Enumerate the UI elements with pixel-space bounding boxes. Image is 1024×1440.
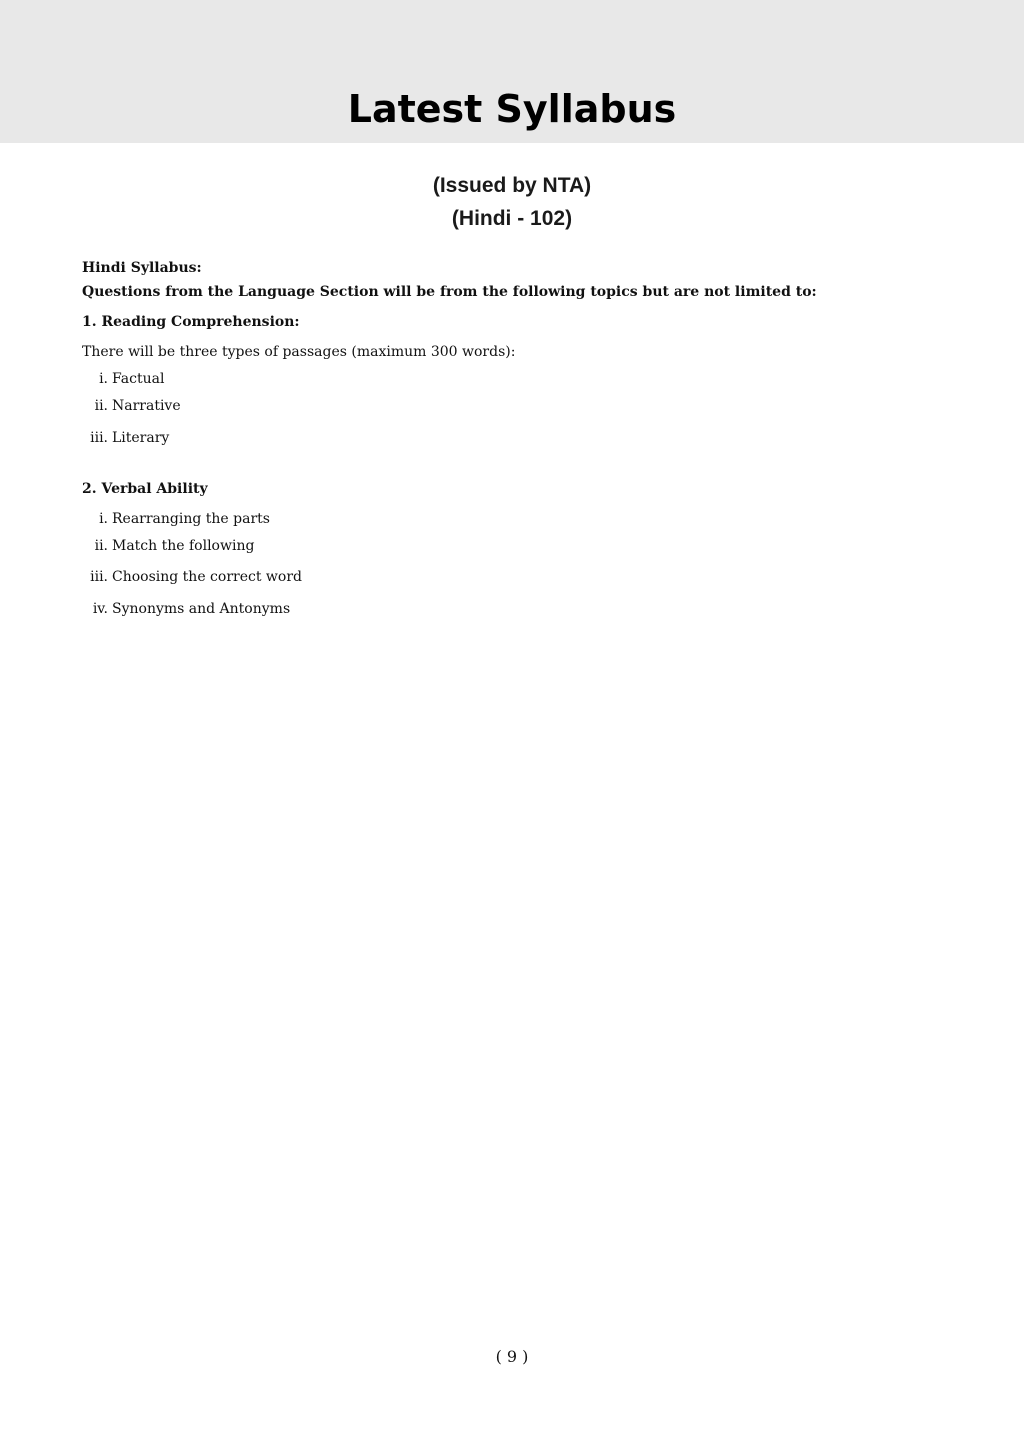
- list-item-text: Rearranging the parts: [112, 511, 270, 527]
- list-item-text: Literary: [112, 430, 170, 446]
- list-item-number: ii.: [94, 538, 108, 554]
- list-item-text: Synonyms and Antonyms: [112, 601, 291, 617]
- list-item-text: Choosing the correct word: [112, 569, 302, 585]
- list-item-number: iv.: [92, 601, 108, 617]
- list-item: [82, 369, 164, 389]
- reading-comprehension-heading: 1. Reading Comprehension:: [82, 314, 300, 330]
- list-item-text: Factual: [112, 371, 165, 387]
- list-item: [82, 567, 302, 587]
- list-item-number: ii.: [94, 398, 108, 414]
- page-number: ( 9 ): [495, 1347, 529, 1366]
- list-item: [82, 536, 254, 556]
- section-heading: Hindi Syllabus:: [82, 260, 202, 276]
- verbal-ability-heading: 2. Verbal Ability: [82, 481, 208, 497]
- list-item: [82, 428, 169, 448]
- list-item-number: iii.: [90, 430, 108, 446]
- list-item: [82, 509, 270, 529]
- subject-subtitle: (Hindi - 102): [451, 207, 573, 230]
- list-item-text: Narrative: [112, 398, 181, 414]
- list-item-number: iii.: [90, 569, 108, 585]
- list-item-number: i.: [99, 371, 108, 387]
- reading-comprehension-description: There will be three types of passages (maximum 300 words):: [82, 344, 516, 360]
- issued-by-subtitle: (Issued by NTA): [432, 174, 592, 197]
- page-title: Latest Syllabus: [347, 87, 677, 131]
- list-item-text: Match the following: [112, 538, 255, 554]
- list-item: [82, 396, 181, 416]
- intro-text: Questions from the Language Section will be from the following topics but are not limited to:: [82, 284, 817, 300]
- header-band: [0, 0, 1024, 143]
- list-item: [82, 599, 290, 619]
- list-item-number: i.: [99, 511, 108, 527]
